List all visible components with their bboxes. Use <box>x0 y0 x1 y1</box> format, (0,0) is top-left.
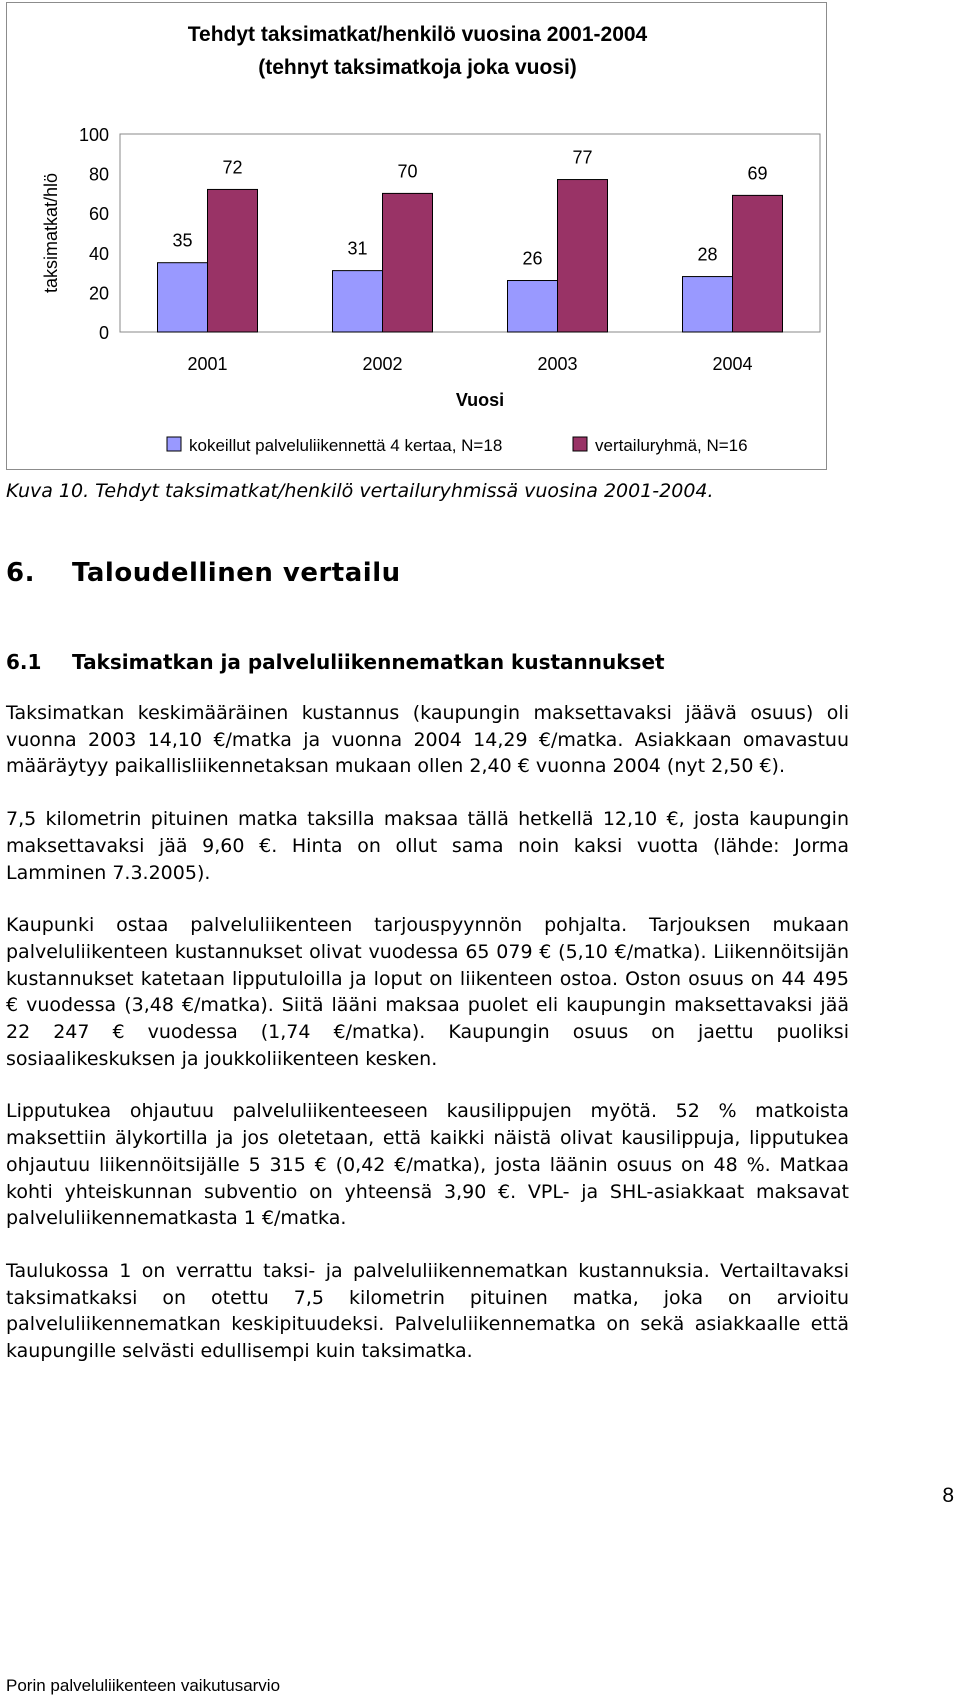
x-tick-label: 2004 <box>712 354 753 374</box>
bar <box>158 263 208 332</box>
bar <box>558 180 608 332</box>
legend-swatch <box>573 437 587 451</box>
chart-subtitle: (tehnyt taksimatkoja joka vuosi) <box>258 56 577 79</box>
body-text <box>6 700 849 1391</box>
y-tick-label: 60 <box>88 204 109 225</box>
y-tick-label: 40 <box>88 243 109 264</box>
bar <box>508 281 558 332</box>
bar-value-label: 77 <box>572 147 593 168</box>
x-axis-label: Vuosi <box>455 390 505 410</box>
y-tick-label: 80 <box>88 164 109 185</box>
bar-value-label: 28 <box>697 244 718 265</box>
y-tick-label: 20 <box>88 283 109 304</box>
paragraph: Lipputukea ohjautuu palveluliikenteeseen kausilippujen myötä. 52 % matkoista maksettiin älykortilla ja jos oletetaan, että kaikki näistä olivat kausilippuja, lipputukea ohjautuu liikennöitsijälle 5 315 € (0,42 €/matka), josta läänin osuus on 48 %. Matkaa kohti yhteiskunnan subventio on yhteensä 3,90 €. VPL- ja SHL-asiakkaat maksavat palveluliikennematkasta 1 €/matka. <box>6 1100 849 1230</box>
chart-plot <box>7 3 828 471</box>
bar <box>208 189 258 332</box>
page-footer: Porin palveluliikenteen vaikutusarvio <box>6 1676 281 1695</box>
subsection-title-text: Taksimatkan ja palveluliikennematkan kustannukset <box>72 650 665 674</box>
legend-label: kokeillut palveluliikennettä 4 kertaa, N=18 <box>189 436 503 455</box>
y-tick-label: 0 <box>98 323 109 343</box>
paragraph: Taksimatkan keskimääräinen kustannus (kaupungin maksettavaksi jäävä osuus) oli vuonna 2003 14,10 €/matka ja vuonna 2004 14,29 €/matka. Asiakkaan omavastuu määräytyy paikallisliikennetaksan mukaan ollen 2,40 € vuonna 2004 (nyt 2,50 €). <box>6 702 849 778</box>
legend-swatch <box>167 437 181 451</box>
x-tick-label: 2003 <box>537 354 578 374</box>
bar <box>383 193 433 332</box>
bar-value-label: 70 <box>397 161 418 182</box>
paragraph: Taulukossa 1 on verrattu taksi- ja palveluliikennematkan kustannuksia. Vertailtavaksi taksimatkaksi on otettu 7,5 kilometrin pituinen matka, joka on arvioitu palveluliikennematkan keskipituudeksi. Palveluliikennematka on sekä asiakkaalle että kaupungille selvästi edullisempi kuin taksimatka. <box>6 1259 849 1363</box>
bar-value-label: 31 <box>347 238 368 259</box>
subsection-heading <box>6 650 665 674</box>
subsection-number: 6.1 <box>6 650 42 674</box>
page-number: 8 <box>942 1484 954 1507</box>
figure-caption: Kuva 10. Tehdyt taksimatkat/henkilö vertailuryhmissä vuosina 2001-2004. <box>6 480 714 502</box>
bar <box>333 271 383 332</box>
bar-value-label: 72 <box>222 157 243 178</box>
chart-figure <box>6 2 827 470</box>
y-axis-label: taksimatkat/hlö <box>41 172 61 294</box>
section-heading <box>6 558 401 588</box>
section-number: 6. <box>6 558 35 588</box>
y-tick-label: 100 <box>78 125 109 145</box>
x-tick-label: 2001 <box>187 354 228 374</box>
bar-value-label: 26 <box>522 248 543 269</box>
paragraph: Kaupunki ostaa palveluliikenteen tarjouspyynnön pohjalta. Tarjouksen mukaan palveluliikenteen kustannukset olivat vuodessa 65 079 € (5,10 €/matka). Liikennöitsijän kustannukset katetaan lipputuloilla ja loput on liikenteen ostoa. Oston osuus on 44 495 € vuodessa (3,48 €/matka). Siitä lääni maksaa puolet eli kaupungin maksettavaksi jää 22 247 € vuodessa (1,74 €/matka). Kaupungin osuus on jaettu puoliksi sosiaalikeskuksen ja joukkoliikenteen kesken. <box>6 914 849 1070</box>
bar-value-label: 35 <box>172 230 193 251</box>
x-tick-label: 2002 <box>362 354 403 374</box>
chart-title: Tehdyt taksimatkat/henkilö vuosina 2001-2004 <box>187 23 648 46</box>
paragraph: 7,5 kilometrin pituinen matka taksilla maksaa tällä hetkellä 12,10 €, josta kaupungin maksettavaksi jää 9,60 €. Hinta on ollut sama noin kaksi vuotta (lähde: Jorma Lamminen 7.3.2005). <box>6 808 849 884</box>
bar <box>683 277 733 332</box>
bar <box>733 195 783 332</box>
bar-value-label: 69 <box>747 163 768 184</box>
section-title-text: Taloudellinen vertailu <box>72 558 401 588</box>
legend-label: vertailuryhmä, N=16 <box>595 436 748 455</box>
